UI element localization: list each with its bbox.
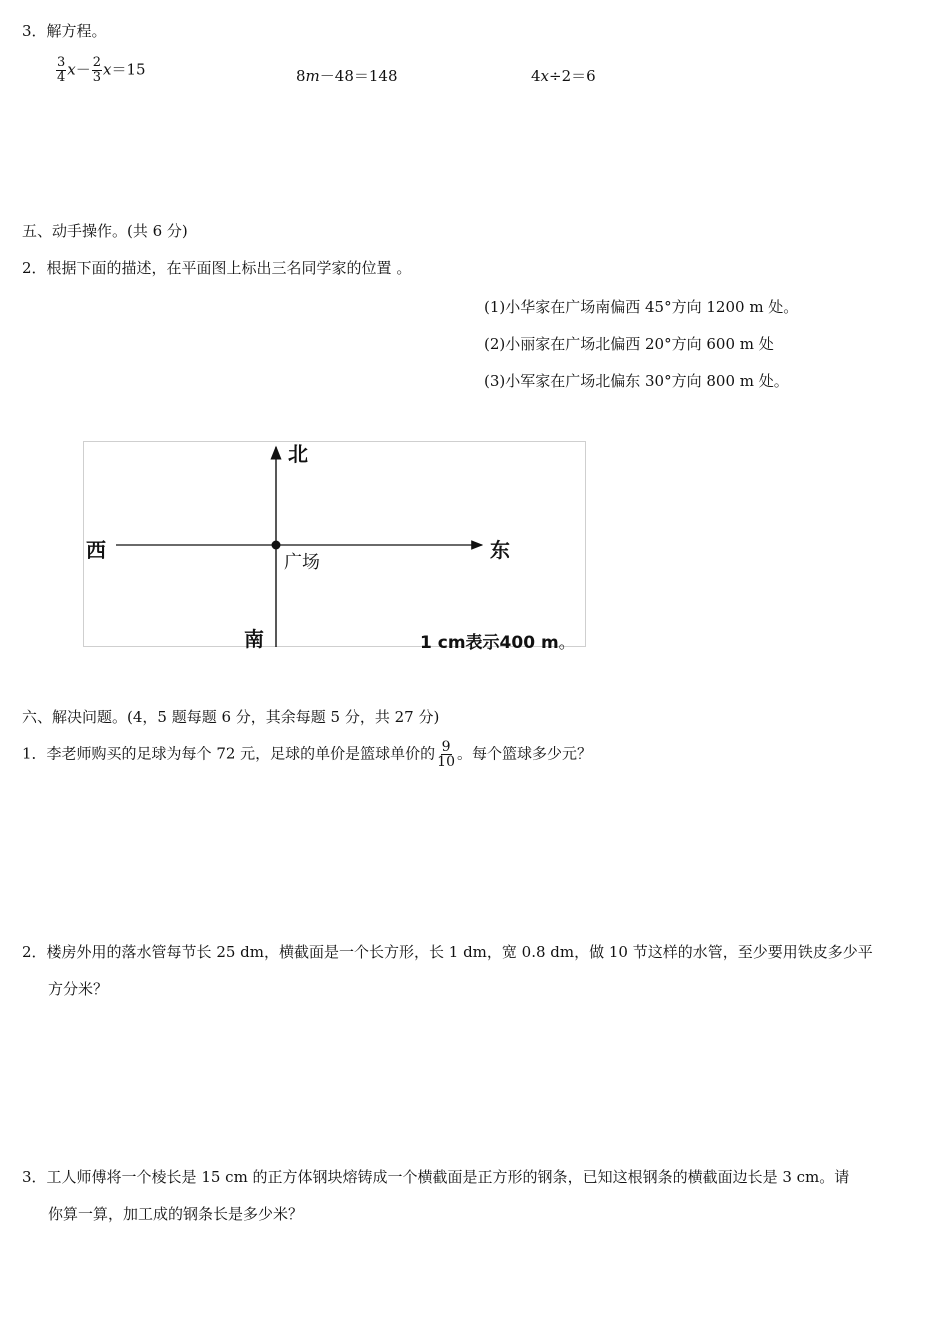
section5-q2: 2．根据下面的描述，在平面图上标出三名同学家的位置 。 (22, 259, 412, 277)
description-item-1: (1)小华家在广场南偏西 45°方向 1200 m 处。 (484, 298, 799, 316)
south-label: 南 (244, 627, 264, 651)
east-label: 东 (490, 538, 510, 562)
equation-3: 4x÷2＝6 (531, 67, 596, 85)
north-label: 北 (288, 442, 308, 466)
section6-q2-line2: 方分米？ (48, 980, 109, 998)
scale-note: 1 cm表示400 m。 (420, 633, 576, 653)
equation-1: $\frac{3}{4}$ x－ $\frac{2}{3}$ x＝15 (57, 55, 146, 85)
west-label: 西 (86, 538, 106, 562)
description-item-3: (3)小军家在广场北偏东 30°方向 800 m 处。 (484, 372, 789, 390)
section6-q1: 1．李老师购买的足球为每个 72 元，足球的单价是篮球单价的 $\frac{9}{10}$ 。每个篮球多少元？ (22, 739, 593, 770)
plaza-point (272, 541, 281, 550)
fraction-nine-tenths: $\frac{9}{10}$ (437, 739, 455, 770)
section5-title: 五、动手操作。(共 6 分) (22, 222, 188, 240)
section6-q2-line1: 2．楼房外用的落水管每节长 25 dm，横截面是一个长方形，长 1 dm，宽 0.8 dm，做 10 节这样的水管，至少要用铁皮多少平 (22, 943, 873, 961)
section6-title: 六、解决问题。(4，5 题每题 6 分，其余每题 5 分，共 27 分) (22, 708, 440, 726)
section6-q3-line2: 你算一算，加工成的钢条长是多少米？ (48, 1205, 304, 1223)
q3-title: 3．解方程。 (22, 22, 107, 40)
fraction-two-thirds: $\frac{2}{3}$ (92, 55, 102, 85)
fraction-three-quarters: $\frac{3}{4}$ (57, 55, 66, 85)
equation-2: 8m－48＝148 (296, 67, 398, 85)
description-item-2: (2)小丽家在广场北偏西 20°方向 600 m 处 (484, 335, 774, 353)
plaza-label: 广场 (284, 552, 320, 573)
section6-q3-line1: 3．工人师傅将一个棱长是 15 cm 的正方体钢块熔铸成一个横截面是正方形的钢条，已知这根钢条的横截面边长是 3 cm。请 (22, 1168, 850, 1186)
